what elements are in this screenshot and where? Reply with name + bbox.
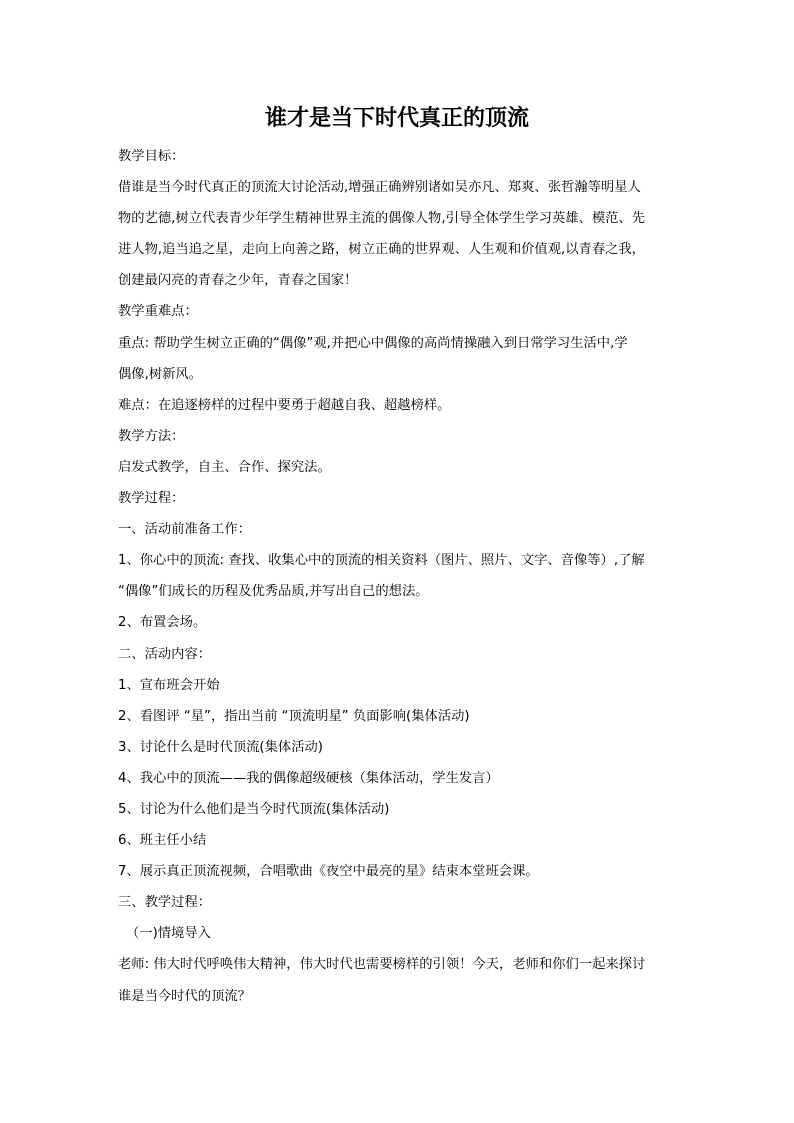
section-heading-objectives: 教学目标： <box>118 149 185 164</box>
paragraph-line: 偶像,树新风。 <box>118 366 203 382</box>
list-item: 3、讨论什么是时代顶流(集体活动) <box>118 739 323 755</box>
list-item: 2、布置会场。 <box>118 615 207 631</box>
section-heading-process: 教学过程： <box>118 491 185 507</box>
paragraph-line: 创建最闪亮的青春之少年，青春之国家！ <box>118 273 358 289</box>
paragraph-line: 难点：在追逐榜样的过程中要勇于超越自我、超越榜样。 <box>118 397 451 413</box>
list-item: 1、宣布班会开始 <box>118 677 220 693</box>
list-item: 5、讨论为什么他们是当今时代顶流(集体活动) <box>118 801 390 817</box>
document-title: 谁才是当下时代真正的顶流 <box>264 106 529 131</box>
list-item: 2、看图评 “星”，指出当前 “顶流明星” 负面影响(集体活动) <box>118 708 470 724</box>
list-item: 7、展示真正顶流视频，合唱歌曲《夜空中最亮的星》结束本堂班会课。 <box>118 864 539 880</box>
paragraph-line: 启发式教学，自主、合作、探究法。 <box>118 459 331 475</box>
section-heading-key-points: 教学重难点： <box>118 304 198 320</box>
paragraph-line: 借谁是当今时代真正的顶流大讨论活动,增强正确辨别诸如吴亦凡、郑爽、张哲瀚等明星人 <box>118 180 641 196</box>
subsection-heading: 三、教学过程： <box>118 895 212 911</box>
list-item: 4、我心中的顶流——我的偶像超级硬核（集体活动，学生发言） <box>118 770 499 786</box>
paragraph-line: 老师: 伟大时代呼唤伟大精神，伟大时代也需要榜样的引领！今天，老师和你们一起来探讨 <box>118 957 646 973</box>
subsection-subheading: （一)情境导入 <box>126 926 211 942</box>
paragraph-line: 进人物,追当追之星，走向上向善之路，树立正确的世界观、人生观和价值观,以青春之我， <box>118 242 646 258</box>
list-item-continuation: “偶像”们成长的历程及优秀品质,并写出自己的想法。 <box>118 584 429 600</box>
document-body <box>118 141 684 1012</box>
subsection-heading: 一、活动前准备工作： <box>118 522 251 538</box>
section-heading-methods: 教学方法： <box>118 428 185 444</box>
paragraph-line: 物的艺德,树立代表青少年学生精神世界主流的偶像人物,引导全体学生学习英雄、模范、先 <box>118 211 646 227</box>
list-item: 6、班主任小结 <box>118 833 207 849</box>
paragraph-line: 重点: 帮助学生树立正确的“偶像”观,并把心中偶像的高尚情操融入到日常学习生活中,学 <box>118 335 628 351</box>
subsection-heading: 二、活动内容： <box>118 646 212 662</box>
list-item: 1、你心中的顶流: 查找、收集心中的顶流的相关资料（图片、照片、文字、音像等）,了解 <box>118 553 645 569</box>
paragraph-line: 谁是当今时代的顶流？ <box>118 988 251 1004</box>
